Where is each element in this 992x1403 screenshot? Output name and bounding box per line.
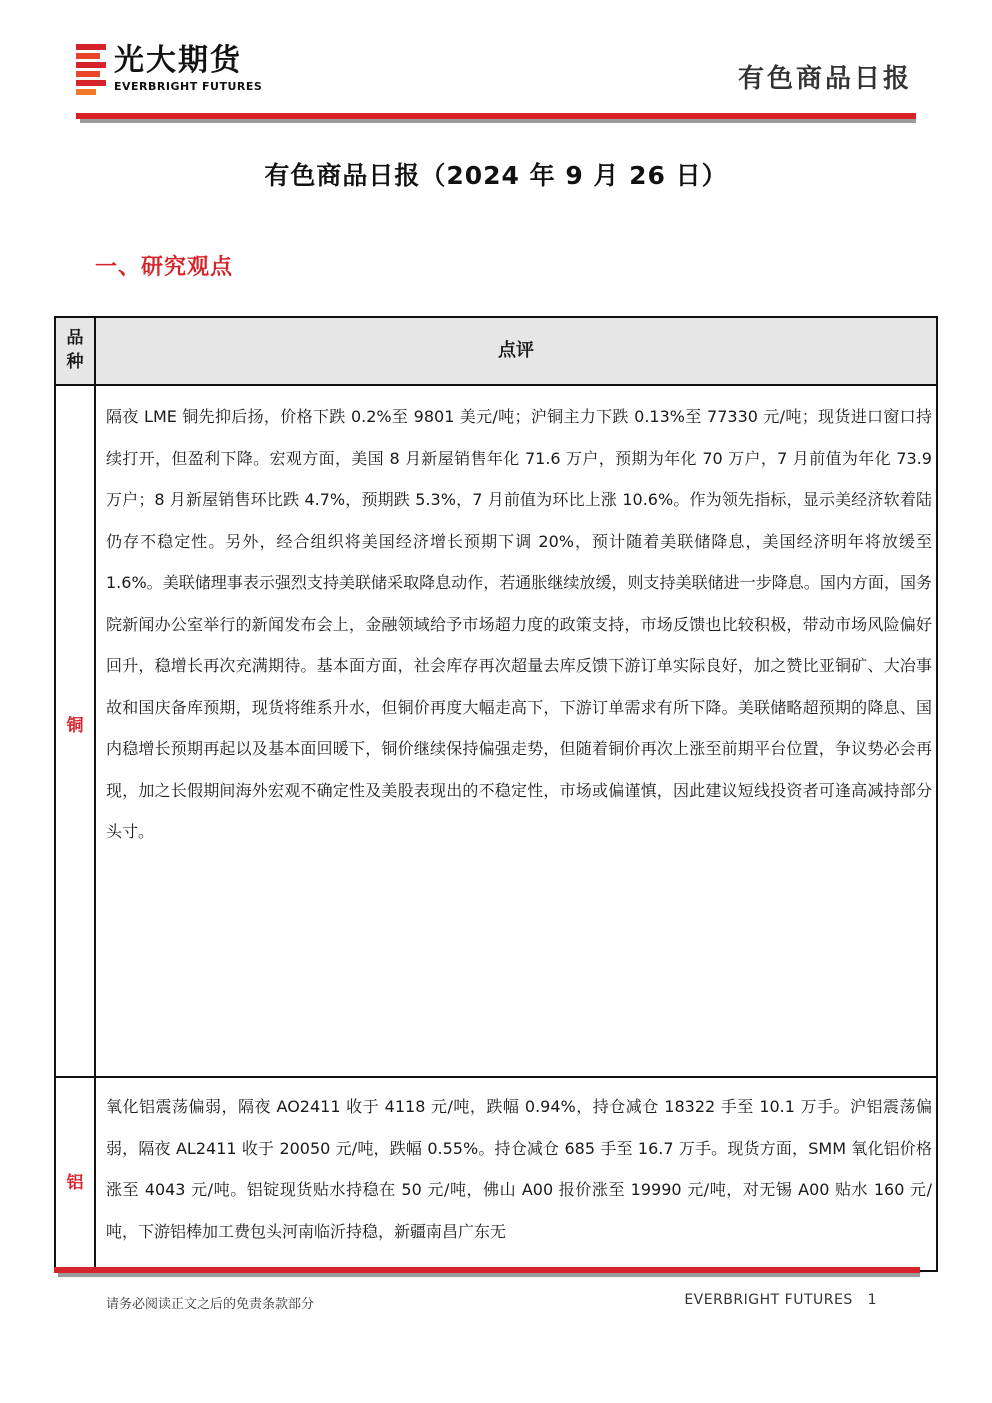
footer-disclaimer: 请务必阅读正文之后的免责条款部分 [106,1297,315,1312]
commentary-copper: 隔夜 LME 铜先抑后扬，价格下跌 0.2%至 9801 美元/吨；沪铜主力下跌 0.13%至 77330 元/吨；现货进口窗口持续打开，但盈利下降。宏观方面，美国 8 月新屋销售年化 71.6 万户，预期为年化 70 万户，7 月前值为年化 73.9 万户；8 月新屋销售环比跌 4.7%，预期跌 5.3%，7 月前值为环比上涨 10.6%。作为领先指标，显示美经济软着陆仍存不稳定性。另外，经合组织将美国经济增长预期下调 20%，预计随着美联储降息，美国经济明年将放缓至 1.6%。美联储理事表示强烈支持美联储采取降息动作，若通胀继续放缓，则支持美联储进一步降息。国内方面，国务院新闻办公室举行的新闻发布会上，金融领域给予市场超力度的政策支持，市场反馈也比较积极，带动市场风险偏好回升，稳增长再次充满期待。基本面方面，社会库存再次超量去库反馈下游订单实际良好，加之赞比亚铜矿、大冶事故和国庆备库预期，现货将维系升水，但铜价再度大幅走高下，下游订单需求有所下降。美联储略超预期的降息、国内稳增长预期再起以及基本面回暖下，铜价继续保持偏强走势，但随着铜价再次上涨至前期平台位置，争议势必会再现，加之长假期间海外宏观不确定性及美股表现出的不稳定性，市场或偏谨慎，因此建议短线投资者可逢高减持部分头寸。 [106,407,932,841]
table-row-copper [56,386,936,1078]
everbright-logo-icon [76,44,106,96]
category-label-copper: 铜 [66,716,84,736]
document-title: 有色商品日报（2024 年 9 月 26 日） [264,161,728,190]
footer-brand-page [684,1292,877,1308]
logo-english-name: EVERBRIGHT FUTURES [114,80,263,93]
company-logo [76,42,276,98]
header-report-title: 有色商品日报 [737,64,912,94]
logo-chinese-name: 光大期货 [114,43,242,78]
page-header [0,0,992,130]
footer-brand: EVERBRIGHT FUTURES [684,1292,853,1308]
commentary-aluminum: 氧化铝震荡偏弱，隔夜 AO2411 收于 4118 元/吨，跌幅 0.94%，持仓减仓 18322 手至 10.1 万手。沪铝震荡偏弱，隔夜 AL2411 收于 20050 元/吨，跌幅 0.55%。持仓减仓 685 手至 16.7 万手。现货方面，SMM 氧化铝价格涨至 4043 元/吨。铝锭现货贴水持稳在 50 元/吨，佛山 A00 报价涨至 19990 元/吨，对无锡 A00 贴水 160 元/吨，下游铝棒加工费包头河南临沂持稳，新疆南昌广东无 [106,1097,932,1241]
footer-divider [54,1267,920,1277]
commentary-table [54,316,938,1272]
section-title: 一、研究观点 [95,255,234,280]
table-row-aluminum [56,1078,936,1272]
header-category [56,318,96,384]
header-comment: 点评 [498,340,534,361]
header-divider [76,113,916,123]
page-number: 1 [867,1292,877,1308]
category-cell [56,1078,96,1272]
header-category-line1: 品 [66,328,84,348]
category-label-aluminum: 铝 [66,1173,84,1193]
header-category-line2: 种 [66,352,84,372]
table-header [56,318,936,386]
category-cell [56,386,96,1076]
